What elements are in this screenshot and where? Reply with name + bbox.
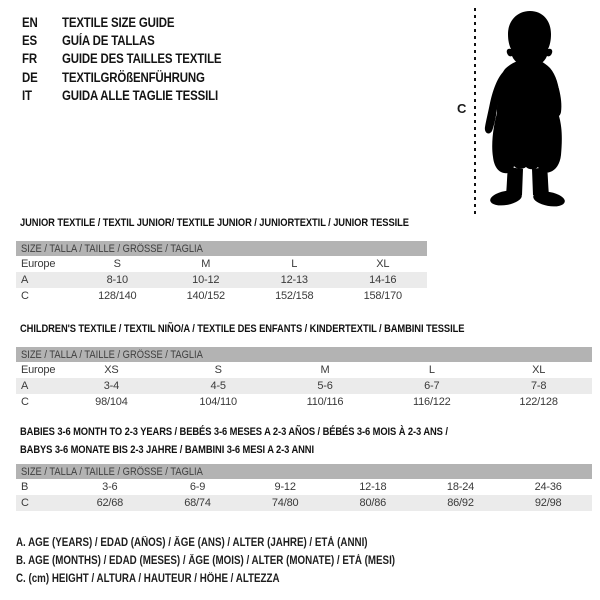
- footnote-age-months-text: B. AGE (MONTHS) / EDAD (MESES) / ÂGE (MOIS) / ALTER (MONATE) / ETÀ (MESI): [16, 555, 396, 568]
- size-cell: 158/170: [363, 290, 402, 302]
- size-cell: 122/128: [519, 396, 558, 408]
- junior-size-header-bar: [16, 241, 427, 256]
- row-label: C: [21, 290, 29, 302]
- lang-row-it: [22, 87, 250, 105]
- size-cell: 12-18: [359, 481, 387, 493]
- size-cell: 140/152: [186, 290, 225, 302]
- size-cell: 8-10: [106, 274, 128, 286]
- table-row: [16, 479, 592, 495]
- lang-code-en: EN: [22, 14, 38, 30]
- children-section-title-text: CHILDREN'S TEXTILE / TEXTIL NIÑO/A / TEXTILE DES ENFANTS / KINDERTEXTIL / BAMBINI TESSILE: [20, 323, 465, 335]
- size-cell: 86/92: [447, 497, 474, 509]
- junior-section-title: [20, 217, 478, 229]
- size-cell: 3-4: [103, 380, 120, 392]
- guide-title-fr: GUIDE DES TAILLES TEXTILE: [62, 51, 222, 67]
- size-cell: 116/122: [413, 396, 451, 408]
- size-cell: 74/80: [271, 497, 299, 509]
- footnote-height-cm-text: C. (cm) HEIGHT / ALTURA / HAUTEUR / HÖHE / ALTEZZA: [16, 573, 280, 586]
- footnote-height-cm: [16, 573, 462, 591]
- size-cell: 98/104: [95, 396, 128, 408]
- language-title-block: [22, 13, 250, 105]
- size-cell: 6-7: [424, 380, 440, 392]
- lang-row-fr: [22, 50, 250, 68]
- size-cell: 6-9: [189, 481, 206, 493]
- size-cell: XL: [376, 258, 390, 270]
- table-row: [16, 288, 427, 304]
- junior-section-title-text: JUNIOR TEXTILE / TEXTIL JUNIOR/ TEXTILE JUNIOR / JUNIORTEXTIL / JUNIOR TESSILE: [20, 217, 409, 229]
- size-cell: 152/158: [275, 290, 314, 302]
- size-cell: S: [214, 364, 222, 376]
- height-measure-label: C: [457, 101, 467, 116]
- size-cell: 18-24: [446, 481, 475, 493]
- size-cell: XL: [532, 364, 546, 376]
- footnote-age-months: [16, 555, 462, 573]
- footnote-age-years-text: A. AGE (YEARS) / EDAD (AÑOS) / ÂGE (ANS) / ALTER (JAHRE) / ETÀ (ANNI): [16, 537, 368, 549]
- row-label: A: [21, 274, 29, 286]
- footnote-legend: [16, 537, 462, 592]
- babies-section-title: [20, 423, 523, 459]
- table-row: [16, 495, 592, 511]
- size-cell: 4-5: [210, 380, 226, 392]
- babies-size-header-bar: [16, 464, 592, 479]
- size-cell: 3-6: [102, 481, 118, 493]
- row-label: C: [21, 497, 29, 509]
- size-cell: 128/140: [98, 290, 137, 302]
- size-cell: M: [320, 364, 330, 376]
- lang-code-es: ES: [22, 33, 37, 49]
- row-label: Europe: [21, 364, 56, 376]
- size-cell: 10-12: [192, 274, 220, 286]
- row-label: C: [21, 396, 29, 408]
- size-cell: L: [291, 258, 298, 270]
- table-row: [16, 272, 427, 288]
- size-cell: 80/86: [359, 497, 387, 509]
- row-label: B: [21, 481, 29, 493]
- size-cell: 24-36: [534, 481, 562, 493]
- babies-section-title-line1: BABIES 3-6 MONTH TO 2-3 YEARS / BEBÉS 3-6 MESES A 2-3 AÑOS / BÉBÉS 3-6 MOIS À 2-3 ANS /: [20, 426, 448, 438]
- size-header-label: SIZE / TALLA / TAILLE / GRÖSSE / TAGLIA: [21, 242, 203, 255]
- guide-title-it: GUIDA ALLE TAGLIE TESSILI: [62, 88, 218, 104]
- children-section-title: [20, 323, 543, 335]
- lang-code-fr: FR: [22, 51, 37, 67]
- babies-section-title-line2: BABYS 3-6 MONATE BIS 2-3 JAHRE / BAMBINI 3-6 MESI A 2-3 ANNI: [20, 444, 314, 456]
- table-row: [16, 362, 592, 378]
- size-cell: 14-16: [369, 274, 397, 286]
- footnote-age-years: [16, 537, 462, 555]
- size-cell: 104/110: [199, 396, 237, 408]
- size-cell: S: [113, 258, 121, 270]
- size-header-label: SIZE / TALLA / TAILLE / GRÖSSE / TAGLIA: [21, 465, 203, 478]
- height-measure-line: [473, 8, 477, 214]
- table-row: [16, 256, 427, 272]
- lang-row-es: [22, 31, 250, 49]
- junior-size-table: [16, 241, 427, 304]
- size-cell: 12-13: [280, 274, 308, 286]
- size-cell: 92/98: [534, 497, 562, 509]
- size-cell: XS: [104, 364, 119, 376]
- size-cell: L: [428, 364, 435, 376]
- children-size-header-bar: [16, 347, 592, 362]
- size-cell: 9-12: [274, 481, 296, 493]
- row-label: Europe: [21, 258, 56, 270]
- row-label: A: [21, 380, 29, 392]
- size-cell: M: [201, 258, 211, 270]
- table-row: [16, 394, 592, 410]
- size-header-label: SIZE / TALLA / TAILLE / GRÖSSE / TAGLIA: [21, 348, 203, 361]
- size-cell: 110/116: [306, 396, 344, 408]
- guide-title-es: GUÍA DE TALLAS: [62, 33, 155, 49]
- size-cell: 62/68: [96, 497, 124, 509]
- size-cell: 68/74: [184, 497, 211, 509]
- guide-title-de: TEXTILGRÖßENFÜHRUNG: [62, 69, 205, 85]
- children-size-table: [16, 347, 592, 410]
- size-cell: 7-8: [530, 380, 547, 392]
- babies-size-table: [16, 464, 592, 511]
- size-cell: 5-6: [317, 380, 333, 392]
- table-row: [16, 378, 592, 394]
- lang-code-de: DE: [22, 69, 38, 85]
- lang-row-de: [22, 68, 250, 86]
- lang-row-en: [22, 13, 250, 31]
- guide-title-en: TEXTILE SIZE GUIDE: [62, 14, 175, 30]
- baby-silhouette-image: [480, 9, 572, 209]
- lang-code-it: IT: [22, 88, 32, 104]
